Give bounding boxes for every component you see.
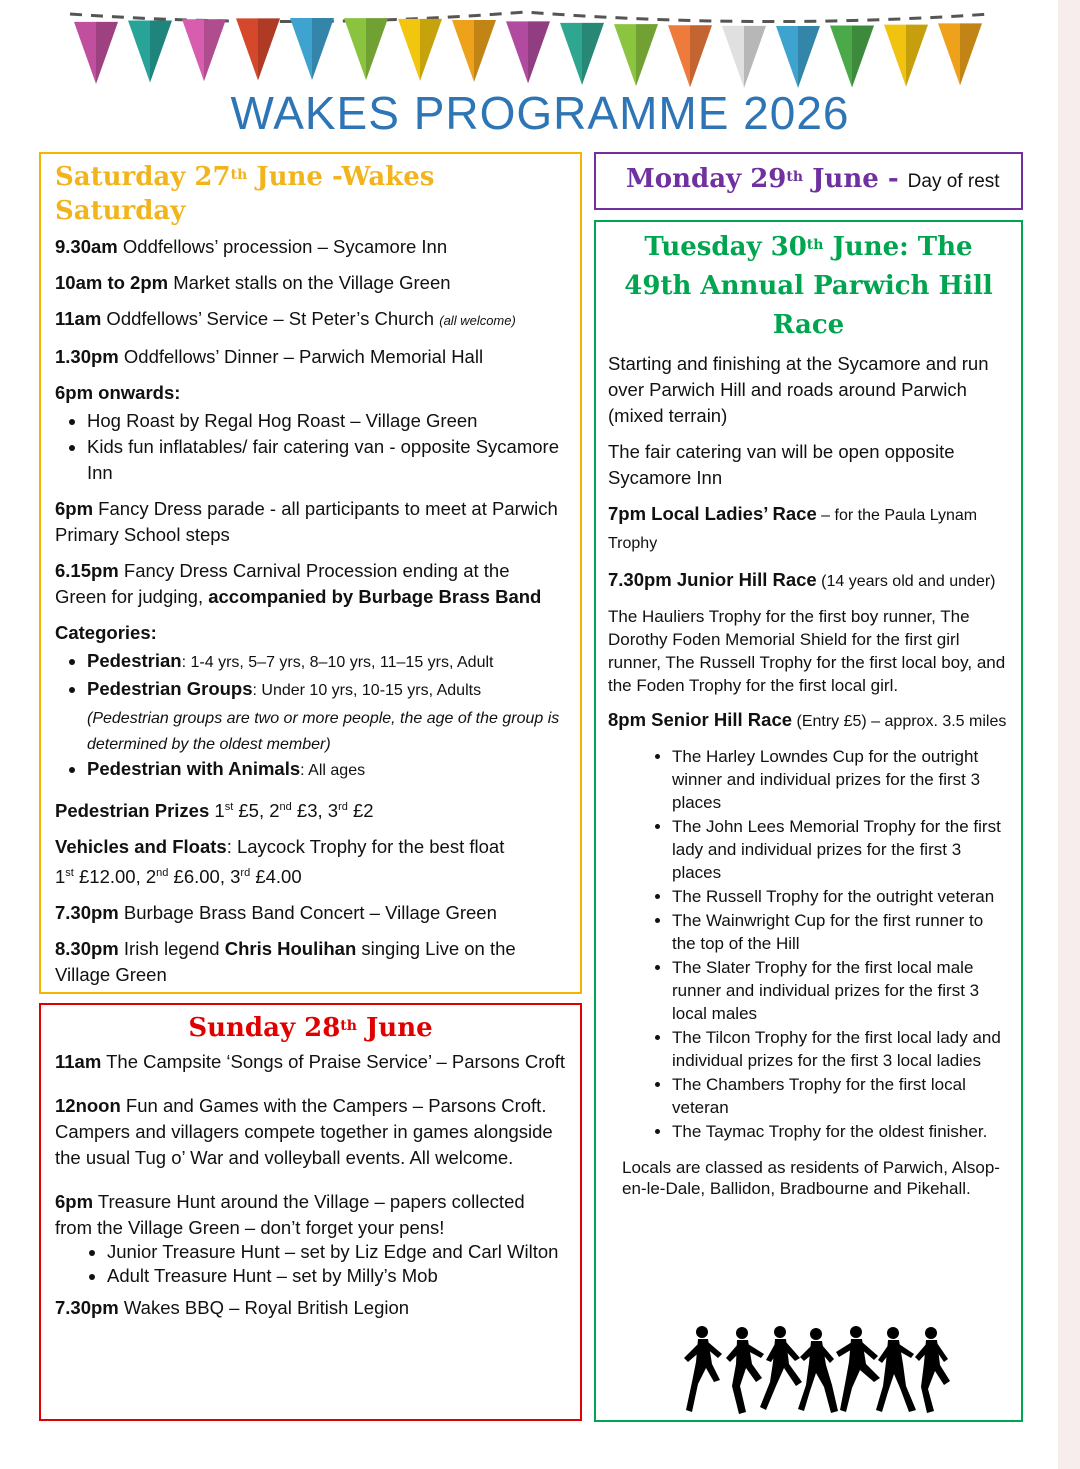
schedule-item: 11am Oddfellows’ Service – St Peter’s Church (all welcome) [55,308,516,329]
junior-prizes: The Hauliers Trophy for the first boy runner, The Dorothy Foden Memorial Shield for the first girl runner, The Russell Trophy for the first local boy, and the Foden Trophy for the first local girl. [608,607,1006,695]
page-edge [1058,0,1080,1469]
list-item: • The Taymac Trophy for the oldest finisher. [672,1120,1009,1143]
list-item: • Pedestrian with Animals: All ages [87,756,566,784]
runners-silhouette-icon [678,1324,958,1416]
junior-race: 7.30pm Junior Hill Race (14 years old and under) [608,569,996,590]
categories-list [55,648,566,784]
list-item: • The Chambers Trophy for the first local veteran [672,1073,1009,1119]
tuesday-title: Tuesday 30th June: The 49th Annual Parwich Hill Race [624,232,993,340]
categories-heading: Categories: [55,622,157,643]
schedule-item: 10am to 2pm Market stalls on the Village Green [55,272,451,293]
schedule-item: 7.30pm Burbage Brass Band Concert – Village Green [55,902,497,924]
bunting-flag-shade [798,26,820,88]
sunday-title: Sunday 28th June [188,1013,433,1043]
six-heading: 6pm onwards: [55,382,181,403]
monday-section [594,152,1023,210]
bunting-flag-shade [636,24,658,86]
six-list [55,408,566,486]
list-item: • Adult Treasure Hunt – set by Milly’s Mob [107,1265,566,1287]
bunting-flag-shade [906,25,928,87]
vehicles-floats: Vehicles and Floats: Laycock Trophy for the best float 1st £12.00, 2nd £6.00, 3rd £4.00 [55,836,505,888]
list-item: • The Russell Trophy for the outright veteran [672,885,1009,908]
saturday-title: Saturday 27th June -Wakes Saturday [55,162,435,226]
schedule-item: 6pm Fancy Dress parade - all participants to meet at Parwich Primary School steps [55,498,558,545]
schedule-item: 1.30pm Oddfellows’ Dinner – Parwich Memorial Hall [55,346,484,367]
bunting-flag-shade [96,22,118,84]
senior-race: 8pm Senior Hill Race (Entry £5) – approx. 3.5 miles [608,709,1007,730]
bunting-flag-shade [150,20,172,82]
bunting-flag-shade [420,19,442,81]
list-item: • The Tilcon Trophy for the first local lady and individual prizes for the first 3 local ladies [672,1026,1009,1072]
list-item: • Hog Roast by Regal Hog Roast – Village Green [87,408,566,434]
treasure-hunt-list [55,1241,566,1287]
sunday-section [39,1003,582,1421]
senior-prizes-list [608,745,1009,1143]
locals-note: Locals are classed as residents of Parwich, Alsop-en-le-Dale, Ballidon, Bradbourne and Pikehall. [622,1158,1000,1198]
schedule-item: 12noon Fun and Games with the Campers – Parsons Croft. Campers and villagers compete together in games alongside the usual Tug o’ War and volleyball events. All welcome. [55,1095,553,1168]
bunting-icon [0,0,1080,95]
ladies-race: 7pm Local Ladies’ Race – for the Paula Lynam Trophy [608,503,978,552]
monday-title: Monday 29th June - Day of rest [626,164,1000,194]
bunting-flag-shade [744,26,766,88]
schedule-item: 11am The Campsite ‘Songs of Praise Service’ – Parsons Croft [55,1051,566,1072]
list-item: • Pedestrian: 1-4 yrs, 5–7 yrs, 8–10 yrs, 11–15 yrs, Adult [87,648,566,676]
bunting-flag-shade [312,18,334,80]
schedule-item: 7.30pm Wakes BBQ – Royal British Legion [55,1297,410,1318]
race-intro: Starting and finishing at the Sycamore and run over Parwich Hill and roads around Parwich (mixed terrain) [608,353,989,426]
bunting-flag-shade [582,23,604,85]
list-item: • The John Lees Memorial Trophy for the first lady and individual prizes for the first 3 places [672,815,1009,884]
saturday-section [39,152,582,994]
list-item: • Kids fun inflatables/ fair catering van - opposite Sycamore Inn [87,434,566,486]
bunting-flag-shade [474,20,496,82]
list-item: • Junior Treasure Hunt – set by Liz Edge and Carl Wilton [107,1241,566,1263]
bunting-flag-shade [204,19,226,81]
list-item: • The Slater Trophy for the first local male runner and individual prizes for the first 3 local males [672,956,1009,1025]
tuesday-section [594,220,1023,1422]
pedestrian-prizes: Pedestrian Prizes 1st £5, 2nd £3, 3rd £2 [55,800,374,822]
list-item: • The Harley Lowndes Cup for the outright winner and individual prizes for the first 3 places [672,745,1009,814]
page-title: WAKES PROGRAMME 2026 [230,87,850,139]
bunting-flag-shade [852,26,874,88]
bunting-flag-shade [960,23,982,85]
bunting-flag-shade [528,21,550,83]
list-item: • The Wainwright Cup for the first runner to the top of the Hill [672,909,1009,955]
bunting-flag-shade [258,18,280,80]
schedule-item: 9.30am Oddfellows’ procession – Sycamore Inn [55,236,448,257]
bunting-flag-shade [366,18,388,80]
bunting-flag-shade [690,25,712,87]
catering-note: The fair catering van will be open opposite Sycamore Inn [608,441,955,488]
schedule-item: 6.15pm Fancy Dress Carnival Procession ending at the Green for judging, accompanied by Burbage Brass Band [55,560,542,607]
schedule-item: 6pm Treasure Hunt around the Village – papers collected from the Village Green – don’t forget your pens! [55,1191,525,1238]
schedule-item: 8.30pm Irish legend Chris Houlihan singing Live on the Village Green [55,938,516,986]
list-item: • Pedestrian Groups: Under 10 yrs, 10-15 yrs, Adults (Pedestrian groups are two or more people, the age of the group is determined by the oldest member) [87,676,566,756]
